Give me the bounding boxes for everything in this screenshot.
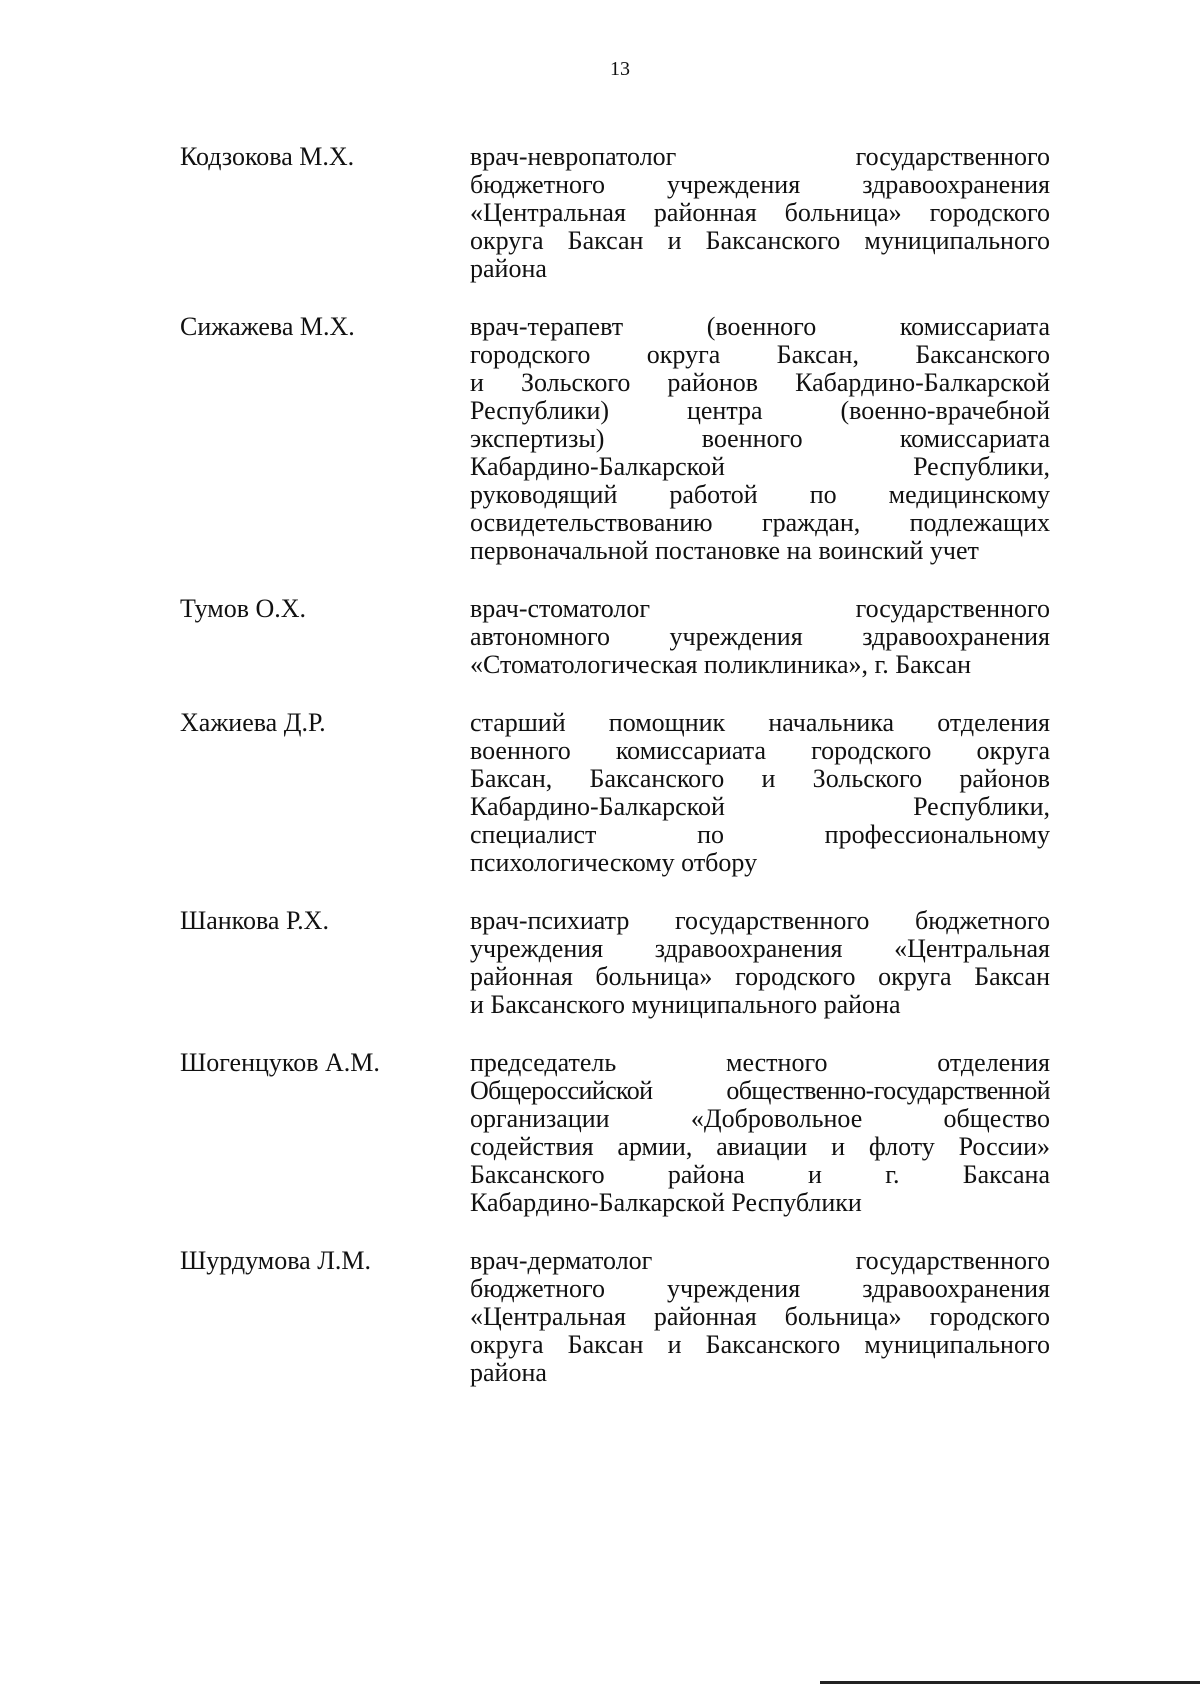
position-line: Республики) центра (военно-врачебной [470,396,1050,425]
position-line: экспертизы) военного комиссариата [470,424,1050,453]
member-position [470,313,1050,565]
position-line: организации «Добровольное общество [470,1104,1050,1133]
member-entry [180,709,1050,877]
position-line: освидетельствованию граждан, подлежащих [470,508,1050,537]
position-line: врач-стоматолог государственного [470,594,1050,623]
member-entry [180,907,1050,1019]
member-entry [180,595,1050,679]
member-entry [180,1247,1050,1387]
position-line: Общероссийской общественно-государственной [470,1076,1050,1105]
position-line: врач-терапевт (военного комиссариата [470,312,1050,341]
position-line: округа Баксан и Баксанского муниципального [470,1330,1050,1359]
position-line: первоначальной постановке на воинский учет [470,536,979,565]
position-line: врач-невропатолог государственного [470,142,1050,171]
member-name: Тумов О.Х. [180,594,307,623]
member-entry [180,1049,1050,1217]
member-name: Сижажева М.Х. [180,312,355,341]
position-line: врач-психиатр государственного бюджетного [470,906,1050,935]
position-line: и Баксанского муниципального района [470,990,901,1019]
position-line: бюджетного учреждения здравоохранения [470,170,1050,199]
position-line: Баксан, Баксанского и Зольского районов [470,764,1050,793]
position-line: учреждения здравоохранения «Центральная [470,934,1050,963]
page-number: 13 [610,58,630,80]
position-line: руководящий работой по медицинскому [470,480,1050,509]
member-position [470,143,1050,283]
position-line: старший помощник начальника отделения [470,708,1050,737]
position-line: «Центральная районная больница» городского [470,1302,1050,1331]
position-line: содействия армии, авиации и флоту России» [470,1132,1050,1161]
position-line: Кабардино-Балкарской Республики, [470,792,1050,821]
member-name: Кодзокова М.Х. [180,142,355,171]
position-line: председатель местного отделения [470,1048,1050,1077]
member-position [470,1247,1050,1387]
member-entry [180,143,1050,283]
member-position [470,709,1050,877]
position-line: Кабардино-Балкарской Республики, [470,452,1050,481]
position-line: районная больница» городского округа Баксан [470,962,1050,991]
position-line: Кабардино-Балкарской Республики [470,1188,862,1217]
position-line: Баксанского района и г. Баксана [470,1160,1050,1189]
position-line: городского округа Баксан, Баксанского [470,340,1050,369]
position-line: и Зольского районов Кабардино-Балкарской [470,368,1050,397]
position-line: автономного учреждения здравоохранения [470,622,1050,651]
member-position [470,1049,1050,1217]
position-line: врач-дерматолог государственного [470,1246,1050,1275]
position-line: психологическому отбору [470,848,758,877]
position-line: бюджетного учреждения здравоохранения [470,1274,1050,1303]
position-line: района [470,254,547,283]
scan-edge-line [820,1681,1200,1684]
member-entry [180,313,1050,565]
member-position [470,595,1050,679]
commission-members-list [180,143,1050,1417]
member-name: Шанкова Р.Х. [180,906,329,935]
position-line: «Стоматологическая поликлиника», г. Баксан [470,650,972,679]
member-name: Шурдумова Л.М. [180,1246,371,1275]
position-line: военного комиссариата городского округа [470,736,1050,765]
position-line: района [470,1358,547,1387]
position-line: специалист по профессиональному [470,820,1050,849]
position-line: «Центральная районная больница» городского [470,198,1050,227]
member-position [470,907,1050,1019]
position-line: округа Баксан и Баксанского муниципального [470,226,1050,255]
member-name: Хажиева Д.Р. [180,708,326,737]
member-name: Шогенцуков А.М. [180,1048,380,1077]
